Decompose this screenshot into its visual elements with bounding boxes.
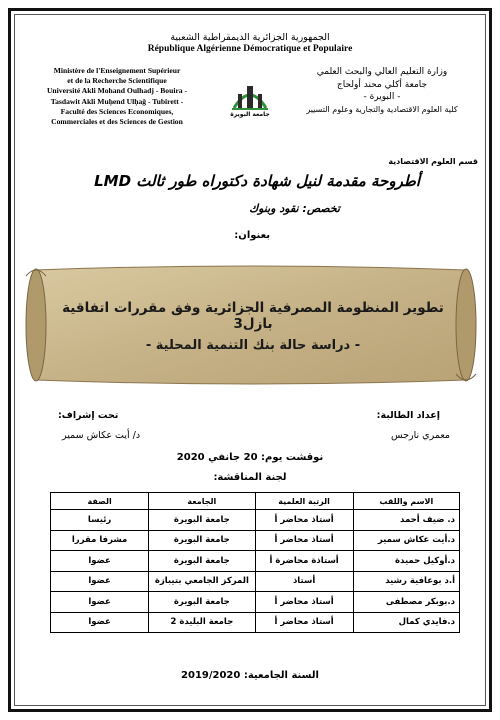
arabic-line: جامعة أكلي محند أولحاج xyxy=(336,79,428,90)
arabic-line: وزارة التعليم العالي والبحث العلمي xyxy=(316,67,448,77)
french-line: et de la Recherche Scientifique xyxy=(67,76,167,86)
cell-rank: أستاذ محاضر أ xyxy=(255,510,353,531)
cell-role: عضوا xyxy=(51,571,149,592)
table-row xyxy=(51,612,460,633)
cell-university: المركز الجامعي بتيبازة xyxy=(149,571,255,592)
cell-role: عضوا xyxy=(51,592,149,613)
department: قسم العلوم الاقتصادية xyxy=(388,157,478,166)
academic-year: السنة الجامعية: 2019/2020 xyxy=(181,670,319,681)
french-line: Université Akli Mohand Oulhadj - Bouira - xyxy=(46,86,188,96)
header-rank: الرتبة العلمية xyxy=(255,493,353,510)
republic-french: République Algérienne Démocratique et Populaire xyxy=(147,44,353,54)
cell-role: عضوا xyxy=(51,551,149,572)
cell-university: جامعة البويرة xyxy=(149,592,255,613)
logo-caption: جامعة البويرة xyxy=(230,111,270,118)
cell-university: جامعة البويرة xyxy=(149,510,255,531)
header-name: الاسم واللقب xyxy=(353,493,459,510)
cell-university: جامعة البويرة xyxy=(149,551,255,572)
cell-name: د.فايدي كمال xyxy=(353,612,459,633)
french-line: Faculté des Sciences Economiques, xyxy=(60,106,174,116)
entitled-label: بعنوان: xyxy=(234,230,270,241)
cell-rank: أستاذ xyxy=(255,571,353,592)
cell-rank: أستاذ محاضر أ xyxy=(255,612,353,633)
cell-role: رئيسا xyxy=(51,510,149,531)
arabic-line: - البويرة - xyxy=(363,92,401,102)
cell-role: مشرفا مقررا xyxy=(51,530,149,551)
supervisor-name: د/ أيت عكاش سمير xyxy=(62,430,141,441)
defense-date: نوقشت يوم: 20 جانفي 2020 xyxy=(176,452,324,463)
table-row xyxy=(51,530,460,551)
cell-name: د.أوكيل حميدة xyxy=(353,551,459,572)
cell-university: جامعة البليدة 2 xyxy=(149,612,255,633)
cell-rank: أستاذة محاضرة أ xyxy=(255,551,353,572)
table-row xyxy=(51,592,460,613)
header-university: الجامعة xyxy=(149,493,255,510)
french-line: Tasdawit Akli Muḥend Ulḥağ - Tubirett - xyxy=(50,96,184,106)
cell-rank: أستاذ محاضر أ xyxy=(255,530,353,551)
student-name: معمري نارجس xyxy=(391,430,450,441)
committee-label: لجنة المناقشة: xyxy=(213,472,287,483)
table-row xyxy=(51,571,460,592)
cell-role: عضوا xyxy=(51,612,149,633)
french-line: Commerciales et des Sciences de Gestion xyxy=(51,117,183,127)
table-row xyxy=(51,551,460,572)
jury-table xyxy=(50,492,460,633)
arabic-line: كلية العلوم الاقتصادية والتجارية وعلوم التسيير xyxy=(306,104,458,114)
french-line: Ministère de l'Enseignement Supérieur xyxy=(53,66,181,75)
republic-arabic: الجمهورية الجزائرية الديمقراطية الشعبية xyxy=(170,32,330,43)
university-logo xyxy=(226,78,274,122)
subject-line-1: تطوير المنظومة المصرفية الجزائرية وفق مقررات اتفاقية بازل3 xyxy=(62,300,444,332)
cell-name: د.أيت عكاش سمير xyxy=(353,530,459,551)
cell-rank: أستاذ محاضر أ xyxy=(255,592,353,613)
cell-name: د.بوبكر مصطفى xyxy=(353,592,459,613)
table-row xyxy=(51,510,460,531)
french-institution-block xyxy=(22,66,212,127)
subject-line-2: - دراسة حالة بنك التنمية المحلية - xyxy=(145,338,361,353)
cell-university: جامعة البويرة xyxy=(149,530,255,551)
header-role: الصفة xyxy=(51,493,149,510)
arabic-institution-block xyxy=(282,66,482,116)
cell-name: أ.د بوعافية رشيد xyxy=(353,571,459,592)
jury-header-row xyxy=(51,493,460,510)
cell-name: د. ضيف أحمد xyxy=(353,510,459,531)
prepared-by-label: إعداد الطالبة: xyxy=(376,410,440,421)
supervisor-label: تحت إشراف: xyxy=(58,410,119,421)
specialty: تخصص: نقود وبنوك xyxy=(249,202,340,215)
thesis-title: أطروحة مقدمة لنيل شهادة دكتوراه طور ثالث LMD xyxy=(94,172,420,190)
